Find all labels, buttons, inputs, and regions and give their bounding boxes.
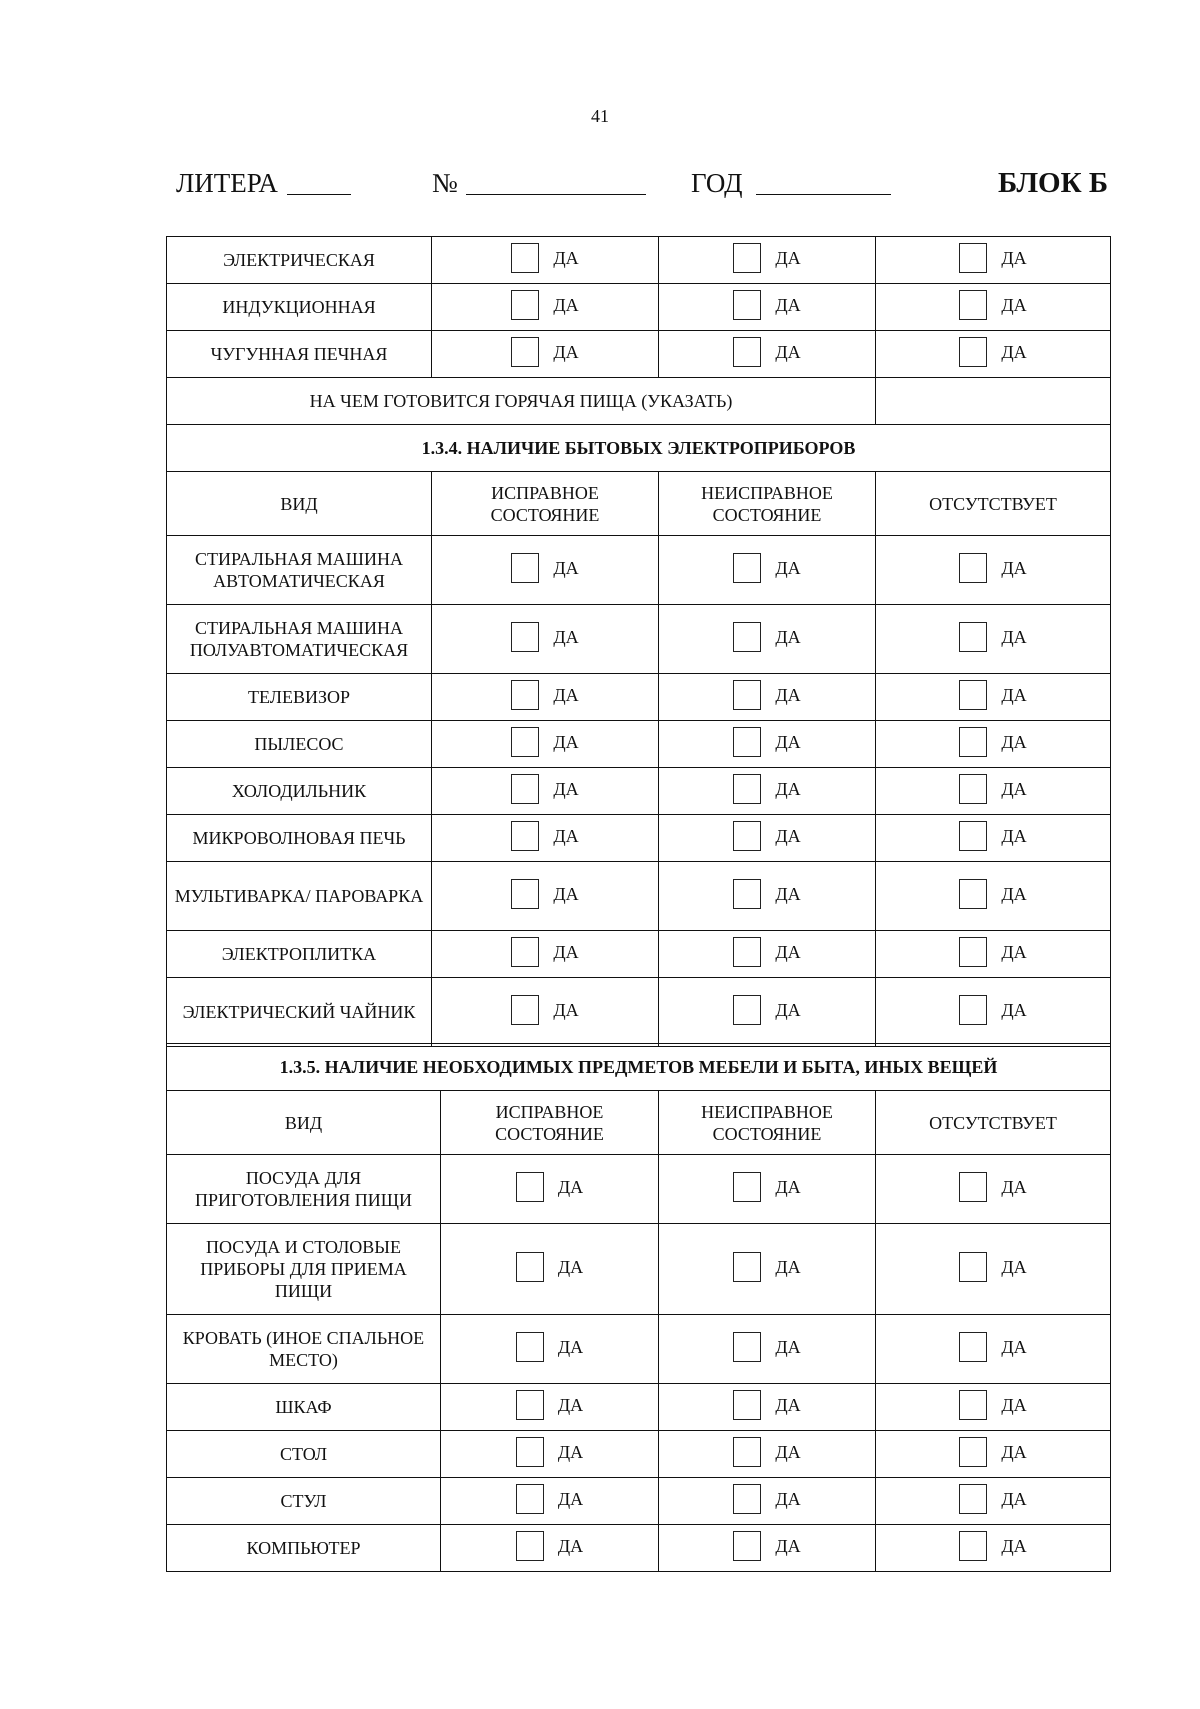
checkbox-label: ДА: [553, 778, 579, 799]
header-row: [167, 472, 1111, 536]
checkbox-absent[interactable]: [959, 680, 1026, 710]
checkbox-broken[interactable]: [733, 727, 800, 757]
checkbox-broken-cell: [659, 1478, 876, 1525]
hot-food-row: [167, 378, 1111, 425]
checkbox-working-cell: [441, 1384, 659, 1431]
checkbox-label: ДА: [775, 999, 801, 1020]
table-row: [167, 1155, 1111, 1224]
column-header: ИСПРАВНОЕ СОСТОЯНИЕ: [432, 472, 659, 536]
row-label: ХОЛОДИЛЬНИК: [167, 768, 432, 815]
checkbox-label: ДА: [775, 247, 801, 268]
checkbox[interactable]: [959, 821, 987, 851]
checkbox[interactable]: [511, 937, 539, 967]
number-field[interactable]: [466, 194, 646, 195]
checkbox-broken[interactable]: [733, 337, 800, 367]
checkbox-label: ДА: [775, 341, 801, 362]
checkbox-label: ДА: [1001, 1488, 1027, 1509]
checkbox-label: ДА: [557, 1441, 584, 1462]
checkbox-label: ДА: [553, 825, 579, 846]
checkbox-absent-cell: [876, 1315, 1111, 1384]
checkbox-broken-cell: [659, 768, 876, 815]
checkbox-working-cell: [441, 1224, 659, 1315]
table-row: [167, 1525, 1111, 1572]
checkbox-broken[interactable]: [733, 1332, 800, 1362]
column-header: ИСПРАВНОЕ СОСТОЯНИЕ: [441, 1091, 659, 1155]
checkbox-label: ДА: [553, 883, 579, 904]
checkbox-label: ДА: [553, 247, 579, 268]
checkbox[interactable]: [959, 1390, 987, 1420]
checkbox[interactable]: [733, 1390, 761, 1420]
checkbox[interactable]: [959, 937, 987, 967]
checkbox-broken-cell: [659, 1384, 876, 1431]
checkbox[interactable]: [733, 622, 761, 652]
row-label: ПЫЛЕСОС: [167, 721, 432, 768]
checkbox-absent[interactable]: [959, 290, 1026, 320]
checkbox-broken-cell: [659, 978, 876, 1047]
checkbox[interactable]: [733, 727, 761, 757]
checkbox[interactable]: [959, 290, 987, 320]
checkbox-label: ДА: [1001, 294, 1027, 315]
checkbox[interactable]: [959, 337, 987, 367]
checkbox-broken[interactable]: [733, 680, 800, 710]
appliances-table: [166, 236, 1111, 1047]
checkbox-absent-cell: [876, 1155, 1111, 1224]
checkbox-label: ДА: [1001, 684, 1027, 705]
checkbox-broken-cell: [659, 721, 876, 768]
checkbox[interactable]: [733, 937, 761, 967]
checkbox[interactable]: [516, 1252, 544, 1282]
checkbox-working-cell: [432, 815, 659, 862]
checkbox[interactable]: [733, 1531, 761, 1561]
litera-field[interactable]: [287, 194, 351, 195]
checkbox-absent-cell: [876, 1478, 1111, 1525]
checkbox-working-cell: [441, 1431, 659, 1478]
checkbox[interactable]: [516, 1437, 544, 1467]
row-label: СТОЛ: [167, 1431, 441, 1478]
table-row: [167, 862, 1111, 931]
checkbox-absent[interactable]: [959, 1390, 1026, 1420]
checkbox-absent[interactable]: [959, 774, 1026, 804]
checkbox-broken[interactable]: [733, 937, 800, 967]
checkbox-working[interactable]: [511, 243, 578, 273]
checkbox-label: ДА: [775, 684, 801, 705]
checkbox-label: ДА: [553, 557, 579, 578]
checkbox-broken-cell: [659, 331, 876, 378]
checkbox[interactable]: [733, 995, 761, 1025]
checkbox-working[interactable]: [516, 1484, 583, 1514]
checkbox-label: ДА: [1001, 626, 1027, 647]
checkbox-label: ДА: [1001, 247, 1027, 268]
checkbox-label: ДА: [557, 1336, 584, 1357]
checkbox-working[interactable]: [511, 995, 578, 1025]
checkbox[interactable]: [733, 680, 761, 710]
checkbox-working-cell: [441, 1525, 659, 1572]
table-row: [167, 931, 1111, 978]
checkbox-absent-cell: [876, 1525, 1111, 1572]
checkbox-broken-cell: [659, 674, 876, 721]
checkbox-absent[interactable]: [959, 995, 1026, 1025]
checkbox[interactable]: [733, 553, 761, 583]
checkbox-absent-cell: [876, 862, 1111, 931]
checkbox-working[interactable]: [511, 622, 578, 652]
row-label: СТУЛ: [167, 1478, 441, 1525]
checkbox[interactable]: [516, 1531, 544, 1561]
table-row: [167, 1224, 1111, 1315]
checkbox-label: ДА: [1001, 731, 1027, 752]
row-label: ТЕЛЕВИЗОР: [167, 674, 432, 721]
page-number: 41: [591, 106, 609, 126]
column-header: НЕИСПРАВНОЕ СОСТОЯНИЕ: [659, 472, 876, 536]
checkbox-broken-cell: [659, 536, 876, 605]
table-row: [167, 768, 1111, 815]
checkbox[interactable]: [511, 622, 539, 652]
block-label: БЛОК Б: [998, 167, 1109, 199]
checkbox-label: ДА: [553, 941, 579, 962]
checkbox-broken-cell: [659, 815, 876, 862]
checkbox-absent-cell: [876, 815, 1111, 862]
checkbox-label: ДА: [775, 557, 801, 578]
checkbox-working[interactable]: [511, 937, 578, 967]
checkbox-label: ДА: [557, 1256, 584, 1277]
checkbox[interactable]: [959, 727, 987, 757]
checkbox-label: ДА: [1001, 557, 1027, 578]
checkbox-working[interactable]: [516, 1332, 583, 1362]
checkbox-working-cell: [441, 1155, 659, 1224]
checkbox-absent[interactable]: [959, 1531, 1026, 1561]
checkbox-broken[interactable]: [733, 1390, 800, 1420]
column-header: ОТСУТСТВУЕТ: [876, 472, 1111, 536]
checkbox-broken[interactable]: [733, 553, 800, 583]
checkbox-label: ДА: [557, 1535, 584, 1556]
table-row: [167, 1315, 1111, 1384]
checkbox-working[interactable]: [516, 1437, 583, 1467]
header-row: [167, 1091, 1111, 1155]
checkbox[interactable]: [511, 680, 539, 710]
table-row: [167, 1384, 1111, 1431]
checkbox-label: ДА: [775, 1441, 801, 1462]
row-label: КОМПЬЮТЕР: [167, 1525, 441, 1572]
checkbox-absent[interactable]: [959, 1332, 1026, 1362]
checkbox-label: ДА: [557, 1394, 584, 1415]
checkbox-working[interactable]: [511, 821, 578, 851]
checkbox-label: ДА: [1001, 825, 1027, 846]
checkbox-broken-cell: [659, 1315, 876, 1384]
checkbox-broken[interactable]: [733, 243, 800, 273]
checkbox-broken[interactable]: [733, 995, 800, 1025]
checkbox[interactable]: [516, 1390, 544, 1420]
row-label: ШКАФ: [167, 1384, 441, 1431]
checkbox-absent-cell: [876, 1384, 1111, 1431]
checkbox-broken[interactable]: [733, 1484, 800, 1514]
checkbox[interactable]: [959, 243, 987, 273]
table-row: [167, 978, 1111, 1047]
checkbox-absent[interactable]: [959, 727, 1026, 757]
checkbox[interactable]: [733, 243, 761, 273]
checkbox-broken[interactable]: [733, 290, 800, 320]
checkbox-label: ДА: [1001, 1441, 1027, 1462]
row-label: СТИРАЛЬНАЯ МАШИНА ПОЛУАВТОМАТИЧЕСКАЯ: [167, 605, 432, 674]
section-title-furniture: 1.3.5. НАЛИЧИЕ НЕОБХОДИМЫХ ПРЕДМЕТОВ МЕБЕЛИ И БЫТА, ИНЫХ ВЕЩЕЙ: [167, 1044, 1111, 1091]
checkbox-label: ДА: [775, 626, 801, 647]
checkbox-label: ДА: [1001, 883, 1027, 904]
checkbox-label: ДА: [553, 294, 579, 315]
checkbox[interactable]: [959, 1332, 987, 1362]
checkbox-broken[interactable]: [733, 1252, 800, 1282]
section-row: [167, 1044, 1111, 1091]
checkbox-absent[interactable]: [959, 1252, 1026, 1282]
checkbox-working[interactable]: [516, 1172, 583, 1202]
checkbox-absent-cell: [876, 721, 1111, 768]
checkbox-absent-cell: [876, 1224, 1111, 1315]
checkbox-broken[interactable]: [733, 1437, 800, 1467]
row-label: ЭЛЕКТРИЧЕСКИЙ ЧАЙНИК: [167, 978, 432, 1047]
checkbox[interactable]: [959, 1484, 987, 1514]
checkbox-label: ДА: [775, 1488, 801, 1509]
checkbox-working-cell: [432, 284, 659, 331]
checkbox-absent[interactable]: [959, 1437, 1026, 1467]
section-title-appliances: 1.3.4. НАЛИЧИЕ БЫТОВЫХ ЭЛЕКТРОПРИБОРОВ: [167, 425, 1111, 472]
row-label: ЭЛЕКТРИЧЕСКАЯ: [167, 237, 432, 284]
checkbox-absent[interactable]: [959, 937, 1026, 967]
checkbox-broken-cell: [659, 605, 876, 674]
checkbox-label: ДА: [1001, 778, 1027, 799]
checkbox-label: ДА: [775, 1336, 801, 1357]
checkbox-working[interactable]: [511, 290, 578, 320]
checkbox[interactable]: [511, 553, 539, 583]
checkbox-label: ДА: [1001, 1394, 1027, 1415]
checkbox-label: ДА: [775, 941, 801, 962]
row-label: МУЛЬТИВАРКА/ ПАРОВАРКА: [167, 862, 432, 931]
checkbox-absent[interactable]: [959, 337, 1026, 367]
checkbox-absent-cell: [876, 931, 1111, 978]
checkbox[interactable]: [959, 680, 987, 710]
row-label: ПОСУДА И СТОЛОВЫЕ ПРИБОРЫ ДЛЯ ПРИЕМА ПИЩИ: [167, 1224, 441, 1315]
table-row: [167, 815, 1111, 862]
column-header: ВИД: [167, 1091, 441, 1155]
checkbox[interactable]: [516, 1332, 544, 1362]
checkbox[interactable]: [511, 337, 539, 367]
checkbox[interactable]: [733, 879, 761, 909]
checkbox-label: ДА: [1001, 1336, 1027, 1357]
checkbox-label: ДА: [1001, 999, 1027, 1020]
checkbox[interactable]: [959, 879, 987, 909]
checkbox-working-cell: [432, 721, 659, 768]
row-label: МИКРОВОЛНОВАЯ ПЕЧЬ: [167, 815, 432, 862]
checkbox-label: ДА: [1001, 1176, 1027, 1197]
checkbox-label: ДА: [775, 294, 801, 315]
hot-food-label: НА ЧЕМ ГОТОВИТСЯ ГОРЯЧАЯ ПИЩА (УКАЗАТЬ): [167, 378, 876, 425]
checkbox-working[interactable]: [516, 1531, 583, 1561]
checkbox-label: ДА: [553, 999, 579, 1020]
checkbox-label: ДА: [775, 1176, 801, 1197]
checkbox-absent[interactable]: [959, 821, 1026, 851]
checkbox[interactable]: [959, 553, 987, 583]
checkbox-absent-cell: [876, 331, 1111, 378]
checkbox-working-cell: [441, 1478, 659, 1525]
checkbox[interactable]: [511, 774, 539, 804]
checkbox-broken[interactable]: [733, 622, 800, 652]
row-label: ЭЛЕКТРОПЛИТКА: [167, 931, 432, 978]
checkbox-working-cell: [432, 536, 659, 605]
year-label: ГОД: [691, 168, 743, 198]
column-header: НЕИСПРАВНОЕ СОСТОЯНИЕ: [659, 1091, 876, 1155]
column-header: ВИД: [167, 472, 432, 536]
checkbox-broken-cell: [659, 1431, 876, 1478]
checkbox-working-cell: [432, 605, 659, 674]
checkbox[interactable]: [511, 821, 539, 851]
table-row: [167, 331, 1111, 378]
checkbox-working-cell: [432, 768, 659, 815]
checkbox[interactable]: [516, 1172, 544, 1202]
checkbox-label: ДА: [775, 778, 801, 799]
row-label: ПОСУДА ДЛЯ ПРИГОТОВЛЕНИЯ ПИЩИ: [167, 1155, 441, 1224]
checkbox-absent-cell: [876, 1431, 1111, 1478]
section-row: [167, 425, 1111, 472]
checkbox[interactable]: [733, 337, 761, 367]
checkbox-label: ДА: [775, 1394, 801, 1415]
checkbox-working-cell: [432, 674, 659, 721]
furniture-table: [166, 1043, 1111, 1572]
hot-food-answer-field[interactable]: [876, 378, 1111, 425]
checkbox-broken[interactable]: [733, 1172, 800, 1202]
checkbox-label: ДА: [553, 684, 579, 705]
checkbox-broken-cell: [659, 862, 876, 931]
row-label: СТИРАЛЬНАЯ МАШИНА АВТОМАТИЧЕСКАЯ: [167, 536, 432, 605]
checkbox-broken[interactable]: [733, 1531, 800, 1561]
checkbox[interactable]: [959, 995, 987, 1025]
checkbox-broken-cell: [659, 1525, 876, 1572]
column-header: ОТСУТСТВУЕТ: [876, 1091, 1111, 1155]
checkbox-label: ДА: [775, 883, 801, 904]
checkbox[interactable]: [959, 1437, 987, 1467]
checkbox-label: ДА: [1001, 1535, 1027, 1556]
checkbox-absent-cell: [876, 284, 1111, 331]
checkbox[interactable]: [511, 290, 539, 320]
checkbox-working[interactable]: [511, 879, 578, 909]
checkbox-label: ДА: [1001, 941, 1027, 962]
checkbox-absent[interactable]: [959, 1484, 1026, 1514]
table-row: [167, 536, 1111, 605]
checkbox[interactable]: [733, 1332, 761, 1362]
table-row: [167, 284, 1111, 331]
checkbox-working[interactable]: [511, 553, 578, 583]
checkbox-label: ДА: [775, 731, 801, 752]
checkbox-label: ДА: [557, 1488, 584, 1509]
table-row: [167, 721, 1111, 768]
checkbox-working-cell: [432, 237, 659, 284]
checkbox[interactable]: [733, 774, 761, 804]
litera-label: ЛИТЕРА: [176, 168, 278, 198]
checkbox[interactable]: [733, 1437, 761, 1467]
checkbox-broken-cell: [659, 1224, 876, 1315]
table-row: [167, 1431, 1111, 1478]
checkbox-absent[interactable]: [959, 622, 1026, 652]
checkbox-absent[interactable]: [959, 553, 1026, 583]
checkbox-broken-cell: [659, 237, 876, 284]
checkbox[interactable]: [511, 995, 539, 1025]
number-label: №: [432, 168, 458, 198]
checkbox-absent-cell: [876, 605, 1111, 674]
checkbox[interactable]: [733, 290, 761, 320]
table-row: [167, 1478, 1111, 1525]
checkbox[interactable]: [959, 1252, 987, 1282]
table-row: [167, 605, 1111, 674]
checkbox-working-cell: [432, 862, 659, 931]
checkbox-broken[interactable]: [733, 879, 800, 909]
checkbox[interactable]: [511, 727, 539, 757]
checkbox-absent-cell: [876, 536, 1111, 605]
checkbox[interactable]: [733, 821, 761, 851]
checkbox-working[interactable]: [516, 1252, 583, 1282]
row-label: ИНДУКЦИОННАЯ: [167, 284, 432, 331]
checkbox-absent[interactable]: [959, 879, 1026, 909]
checkbox-absent[interactable]: [959, 1172, 1026, 1202]
checkbox-broken-cell: [659, 1155, 876, 1224]
checkbox-label: ДА: [1001, 341, 1027, 362]
checkbox-working[interactable]: [511, 680, 578, 710]
checkbox-label: ДА: [775, 825, 801, 846]
table-row: [167, 674, 1111, 721]
row-label: КРОВАТЬ (ИНОЕ СПАЛЬНОЕ МЕСТО): [167, 1315, 441, 1384]
checkbox-label: ДА: [775, 1256, 801, 1277]
checkbox-absent-cell: [876, 768, 1111, 815]
checkbox-label: ДА: [557, 1176, 584, 1197]
checkbox-working-cell: [441, 1315, 659, 1384]
year-field[interactable]: [756, 194, 891, 195]
checkbox[interactable]: [959, 1172, 987, 1202]
checkbox-label: ДА: [553, 341, 579, 362]
checkbox[interactable]: [733, 1172, 761, 1202]
checkbox-broken[interactable]: [733, 774, 800, 804]
checkbox[interactable]: [959, 1531, 987, 1561]
checkbox-working-cell: [432, 931, 659, 978]
checkbox-working[interactable]: [511, 774, 578, 804]
checkbox-broken-cell: [659, 931, 876, 978]
checkbox-working[interactable]: [516, 1390, 583, 1420]
checkbox[interactable]: [733, 1484, 761, 1514]
checkbox-label: ДА: [1001, 1256, 1027, 1277]
checkbox[interactable]: [959, 622, 987, 652]
checkbox-label: ДА: [553, 731, 579, 752]
checkbox-absent-cell: [876, 674, 1111, 721]
checkbox-working[interactable]: [511, 337, 578, 367]
checkbox-absent-cell: [876, 978, 1111, 1047]
checkbox-absent[interactable]: [959, 243, 1026, 273]
form-header: [176, 166, 1109, 206]
checkbox-absent-cell: [876, 237, 1111, 284]
checkbox[interactable]: [516, 1484, 544, 1514]
checkbox-label: ДА: [775, 1535, 801, 1556]
checkbox-broken[interactable]: [733, 821, 800, 851]
checkbox[interactable]: [959, 774, 987, 804]
checkbox-broken-cell: [659, 284, 876, 331]
row-label: ЧУГУННАЯ ПЕЧНАЯ: [167, 331, 432, 378]
checkbox-working-cell: [432, 331, 659, 378]
checkbox[interactable]: [511, 243, 539, 273]
checkbox-working[interactable]: [511, 727, 578, 757]
table-row: [167, 237, 1111, 284]
checkbox[interactable]: [733, 1252, 761, 1282]
checkbox-label: ДА: [553, 626, 579, 647]
checkbox-working-cell: [432, 978, 659, 1047]
checkbox[interactable]: [511, 879, 539, 909]
